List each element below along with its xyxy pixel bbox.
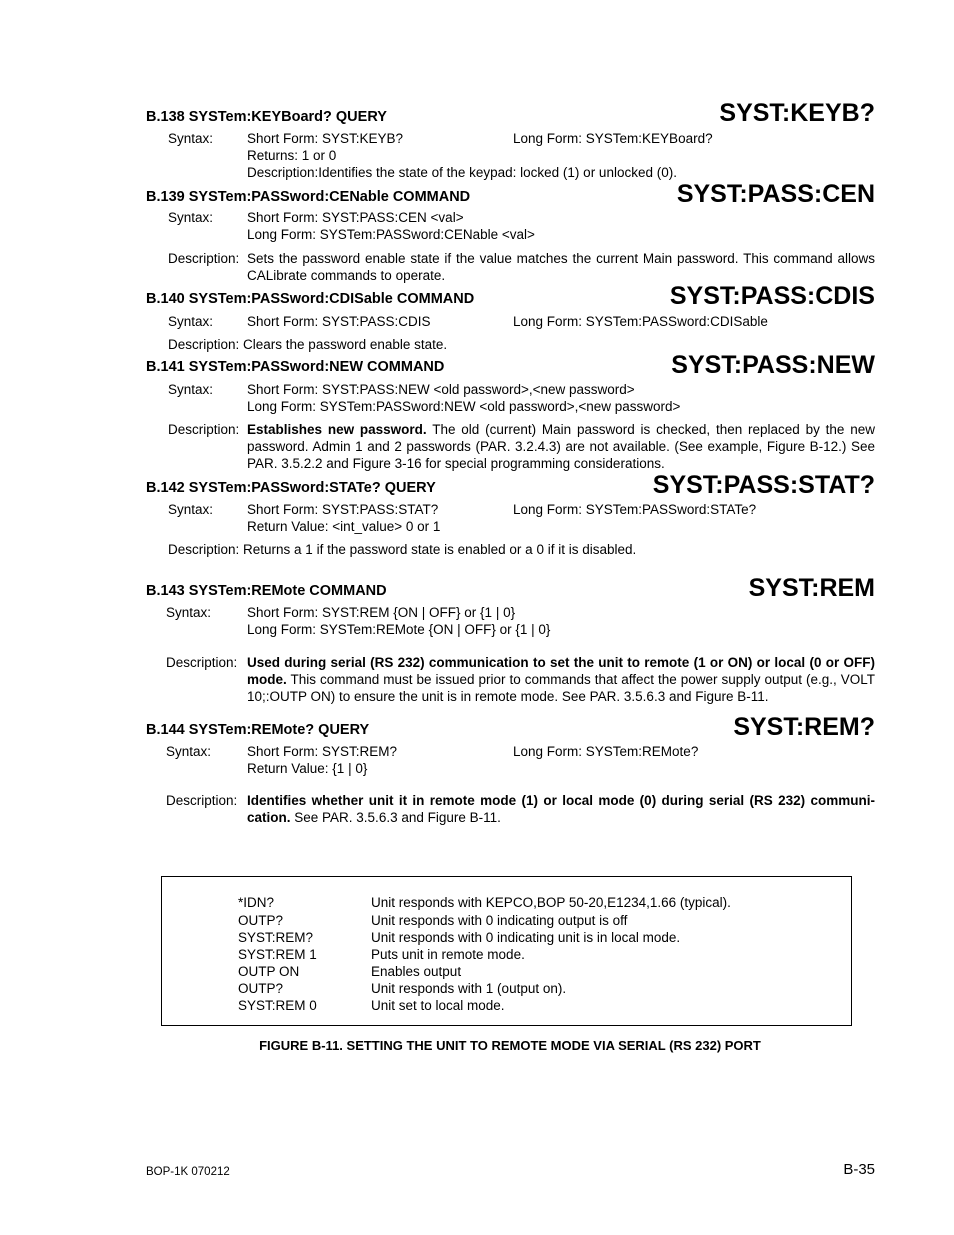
example-command: SYST:REM? [238, 930, 314, 945]
section-title-b142: B.142 SYSTem:PASSword:STATe? QUERY [146, 480, 436, 496]
syntax-label: Syntax: [168, 314, 214, 329]
footer-doc-id: BOP-1K 070212 [146, 1166, 230, 1178]
section-title-b140: B.140 SYSTem:PASSword:CDISable COMMAND [146, 291, 475, 307]
example-command: OUTP ON [238, 964, 300, 979]
syntax-label: Syntax: [166, 605, 212, 620]
short-form: Short Form: SYST:KEYB? [247, 131, 404, 146]
description-text: Used during serial (RS 232) communication to set the unit to remote (1 or ON) or local (0 or OFF) mode. This command must be issued prior to commands that affect the power supply output (e.g., VOLT 10;:OUTP ON) to ensure the unit is in remote mode. See PAR. 3.5.6.3 and Figure B-11. [247, 655, 875, 705]
long-form: Long Form: SYSTem:REMote? [513, 744, 699, 759]
command-mnemonic-b140: SYST:PASS:CDIS [669, 282, 875, 310]
example-response: Unit responds with 1 (output on). [371, 981, 567, 996]
example-response: Puts unit in remote mode. [371, 947, 525, 962]
syntax-label: Syntax: [168, 382, 214, 397]
description-emphasis: Used during serial (RS 232) communication to set the unit to remote (1 or ON) or local (0 or OFF) mode. [247, 655, 875, 688]
section-title-b143: B.143 SYSTem:REMote COMMAND [146, 583, 387, 599]
description-text: Description: Returns a 1 if the password state is enabled or a 0 if it is disabled. [168, 542, 637, 557]
example-response: Unit set to local mode. [371, 998, 505, 1013]
description-text: Sets the password enable state if the value matches the current Main password. This command allows CALibrate commands to operate. [247, 251, 875, 284]
description-label: Description: [168, 422, 240, 437]
section-title-b139: B.139 SYSTem:PASSword:CENable COMMAND [146, 189, 471, 205]
description-text: Description: Clears the password enable state. [168, 337, 448, 352]
example-response: Enables output [371, 964, 462, 979]
description-emphasis: Identifies whether unit it in remote mode (1) or local mode (0) during serial (RS 232) communi-cation. [247, 793, 875, 826]
short-form: Short Form: SYST:PASS:NEW <old password>,<new password> [247, 382, 635, 397]
description-emphasis: Establishes new password. [247, 422, 427, 437]
description-text: Description:Identifies the state of the keypad: locked (1) or unlocked (0). [247, 165, 677, 180]
example-command: SYST:REM 0 [238, 998, 317, 1013]
command-mnemonic-b139: SYST:PASS:CEN [676, 180, 875, 208]
example-response: Unit responds with 0 indicating unit is in local mode. [371, 930, 681, 945]
figure-caption: FIGURE B-11. SETTING THE UNIT TO REMOTE MODE VIA SERIAL (RS 232) PORT [259, 1038, 761, 1053]
long-form: Long Form: SYSTem:REMote {ON | OFF} or {1 | 0} [247, 622, 551, 637]
description-label: Description: [166, 793, 238, 808]
page-number: B-35 [843, 1161, 875, 1178]
section-title-b138: B.138 SYSTem:KEYBoard? QUERY [146, 109, 387, 125]
returns-text: Returns: 1 or 0 [247, 148, 337, 163]
syntax-label: Syntax: [168, 131, 214, 146]
example-response: Unit responds with KEPCO,BOP 50-20,E1234,1.66 (typical). [371, 895, 731, 910]
command-mnemonic-b141: SYST:PASS:NEW [671, 351, 875, 379]
return-value: Return Value: {1 | 0} [247, 761, 368, 776]
description-text: Establishes new password. The old (current) Main password is checked, then replaced by the new password. Admin 1 and 2 passwords (PAR. 3.2.4.3) are not available. (See example, Figure B-12.) See PAR. 3.5.2.2 and Figure 3-16 for special programming considerations. [247, 422, 875, 472]
syntax-label: Syntax: [168, 210, 214, 225]
example-command: OUTP? [238, 981, 284, 996]
command-mnemonic-b144: SYST:REM? [733, 713, 875, 741]
example-command: OUTP? [238, 913, 284, 928]
description-label: Description: [166, 655, 238, 670]
long-form: Long Form: SYSTem:PASSword:STATe? [513, 502, 757, 517]
long-form: Long Form: SYSTem:PASSword:CDISable [513, 314, 768, 329]
long-form: Long Form: SYSTem:PASSword:NEW <old password>,<new password> [247, 399, 681, 414]
example-response: Unit responds with 0 indicating output is off [371, 913, 628, 928]
syntax-label: Syntax: [166, 744, 212, 759]
long-form: Long Form: SYSTem:PASSword:CENable <val> [247, 227, 535, 242]
command-mnemonic-b143: SYST:REM [748, 574, 875, 602]
syntax-label: Syntax: [168, 502, 214, 517]
long-form: Long Form: SYSTem:KEYBoard? [513, 131, 713, 146]
description-label: Description: [168, 251, 240, 266]
description-text: Identifies whether unit it in remote mode (1) or local mode (0) during serial (RS 232) communi-cation. See PAR. 3.5.6.3 and Figure B-11. [247, 793, 875, 826]
example-command: SYST:REM 1 [238, 947, 317, 962]
short-form: Short Form: SYST:PASS:STAT? [247, 502, 439, 517]
section-title-b141: B.141 SYSTem:PASSword:NEW COMMAND [146, 359, 445, 375]
short-form: Short Form: SYST:PASS:CDIS [247, 314, 431, 329]
section-title-b144: B.144 SYSTem:REMote? QUERY [146, 722, 370, 738]
return-value: Return Value: <int_value> 0 or 1 [247, 519, 441, 534]
example-command: *IDN? [238, 895, 275, 910]
command-mnemonic-b138: SYST:KEYB? [719, 99, 875, 127]
short-form: Short Form: SYST:PASS:CEN <val> [247, 210, 464, 225]
short-form: Short Form: SYST:REM {ON | OFF} or {1 | 0} [247, 605, 516, 620]
command-mnemonic-b142: SYST:PASS:STAT? [652, 471, 875, 499]
short-form: Short Form: SYST:REM? [247, 744, 398, 759]
